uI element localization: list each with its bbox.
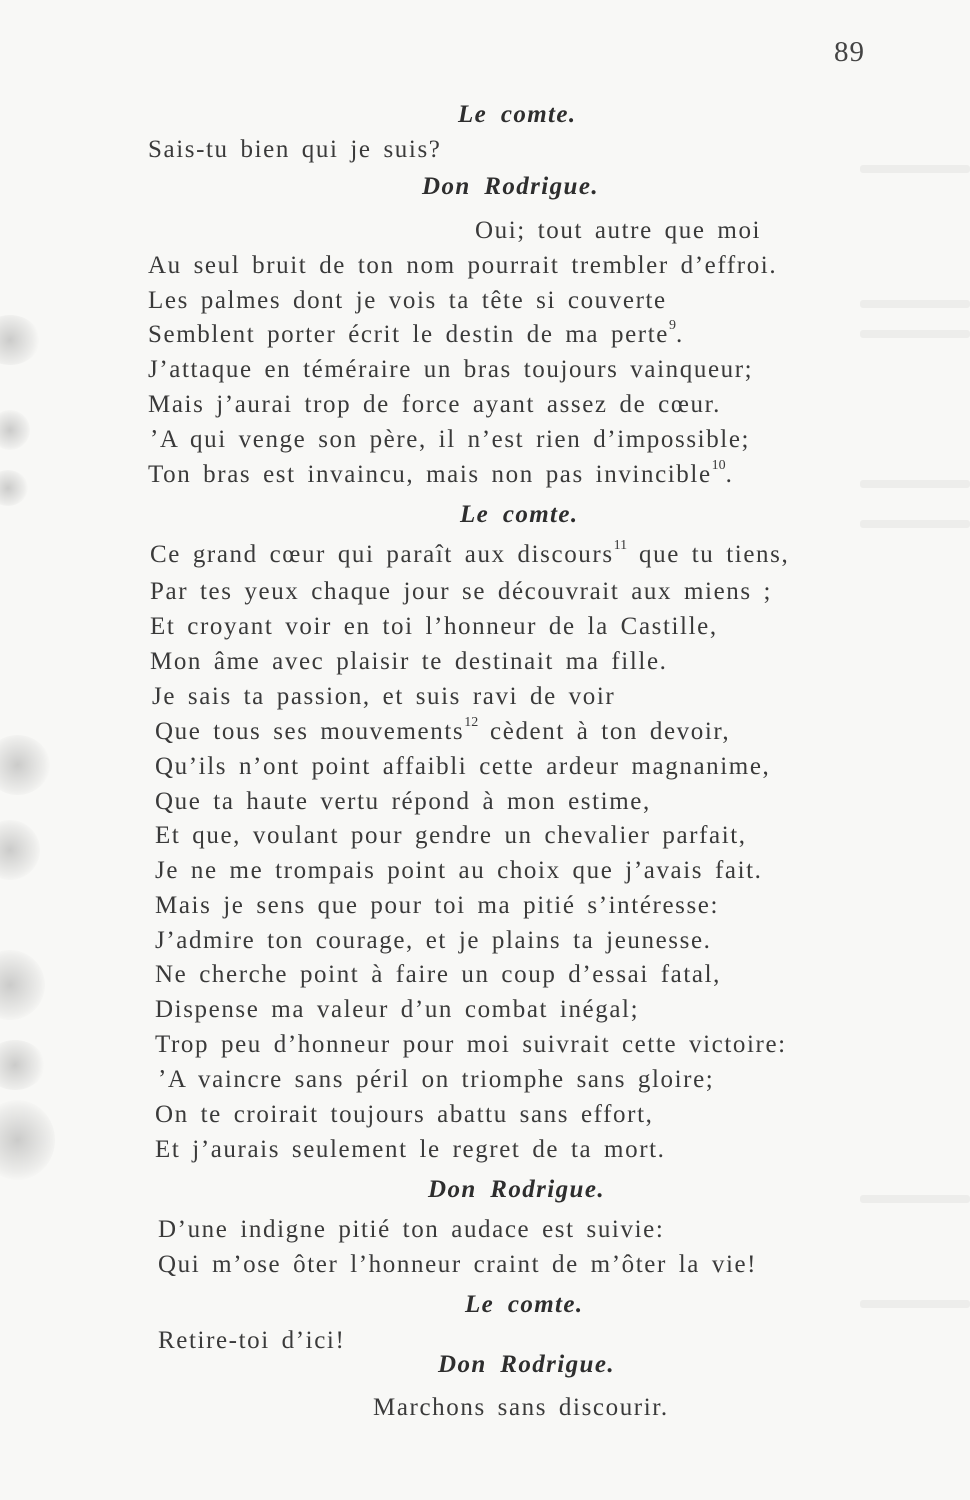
margin-stain xyxy=(0,735,50,795)
verse-line: J’attaque en téméraire un bras toujours vainqueur; xyxy=(148,356,754,383)
verse-text: Ce grand cœur qui paraît aux discours xyxy=(150,541,614,568)
verse-line: Au seul bruit de ton nom pourrait trembler d’effroi. xyxy=(148,252,778,279)
verse-line: Qu’ils n’ont point affaibli cette ardeur magnanime, xyxy=(155,753,771,780)
verse-line: Les palmes dont je vois ta tête si couverte xyxy=(148,287,667,314)
verse-line: J’admire ton courage, et je plains ta jeunesse. xyxy=(155,927,712,954)
verse-line: Et que, voulant pour gendre un chevalier parfait, xyxy=(155,822,747,849)
margin-stain xyxy=(0,470,28,506)
page-number: 89 xyxy=(834,36,865,68)
bleed-through xyxy=(860,300,970,308)
speaker-heading: Le comte. xyxy=(460,501,579,528)
verse-line xyxy=(150,537,790,570)
verse-text: Que tous ses mouvements xyxy=(155,718,465,745)
verse-line: Et j’aurais seulement le regret de ta mort. xyxy=(155,1136,666,1163)
verse-line: Je ne me trompais point au choix que j’avais fait. xyxy=(155,857,763,884)
bleed-through xyxy=(860,1195,970,1203)
verse-text-end: . xyxy=(725,461,734,488)
verse-line: D’une indigne pitié ton audace est suivie: xyxy=(158,1216,665,1243)
verse-line xyxy=(148,317,684,350)
verse-text: Ton bras est invaincu, mais non pas invincible xyxy=(148,461,712,488)
verse-text-end: . xyxy=(675,321,684,348)
bleed-through xyxy=(860,1300,970,1308)
verse-line: Qui m’ose ôter l’honneur craint de m’ôter la vie! xyxy=(158,1251,758,1278)
verse-text: Semblent porter écrit le destin de ma perte xyxy=(148,321,669,348)
verse-line: Dispense ma valeur d’un combat inégal; xyxy=(155,996,640,1023)
footnote-ref: 12 xyxy=(464,714,479,730)
verse-line: Sais-tu bien qui je suis? xyxy=(148,136,442,163)
verse-line: Que ta haute vertu répond à mon estime, xyxy=(155,788,651,815)
margin-stain xyxy=(0,950,45,1020)
margin-stain xyxy=(0,820,40,880)
verse-text-end: que tu tiens, xyxy=(627,541,790,568)
speaker-heading: Don Rodrigue. xyxy=(428,1176,606,1203)
speaker-heading: Don Rodrigue. xyxy=(438,1351,616,1378)
speaker-heading: Le comte. xyxy=(465,1291,584,1318)
verse-line: Mon âme avec plaisir te destinait ma fille. xyxy=(150,648,668,675)
margin-stain xyxy=(0,315,40,365)
speaker-heading: Le comte. xyxy=(458,101,577,128)
margin-stain xyxy=(0,1040,45,1090)
verse-line: Ne cherche point à faire un coup d’essai fatal, xyxy=(155,961,722,988)
bleed-through xyxy=(860,165,970,173)
footnote-ref: 10 xyxy=(711,457,726,473)
verse-line: Mais j’aurai trop de force ayant assez de cœur. xyxy=(148,391,721,418)
margin-stain xyxy=(0,410,30,450)
verse-line xyxy=(155,714,731,747)
verse-line xyxy=(148,457,734,490)
verse-line: Trop peu d’honneur pour moi suivrait cette victoire: xyxy=(155,1031,787,1058)
verse-line: ʼA vaincre sans péril on triomphe sans gloire; xyxy=(158,1066,715,1093)
speaker-heading: Don Rodrigue. xyxy=(422,173,600,200)
verse-line: Par tes yeux chaque jour se découvrait aux miens ; xyxy=(150,578,773,605)
verse-line: Marchons sans discourir. xyxy=(373,1394,669,1421)
bleed-through xyxy=(860,480,970,488)
verse-text-end: cèdent à ton devoir, xyxy=(478,718,731,745)
verse-line: On te croirait toujours abattu sans effort, xyxy=(155,1101,654,1128)
verse-line: Mais je sens que pour toi ma pitié s’intéresse: xyxy=(155,892,720,919)
verse-line: Et croyant voir en toi l’honneur de la Castille, xyxy=(150,613,718,640)
verse-line: ʼA qui venge son père, il n’est rien d’impossible; xyxy=(150,426,751,453)
margin-stain xyxy=(0,1100,55,1180)
bleed-through xyxy=(860,520,970,528)
verse-line: Je sais ta passion, et suis ravi de voir xyxy=(152,683,616,710)
footnote-ref: 9 xyxy=(668,317,676,333)
footnote-ref: 11 xyxy=(613,537,628,553)
verse-line: Retire-toi d’ici! xyxy=(158,1327,346,1354)
verse-line: Oui; tout autre que moi xyxy=(475,217,762,244)
bleed-through xyxy=(860,330,970,338)
